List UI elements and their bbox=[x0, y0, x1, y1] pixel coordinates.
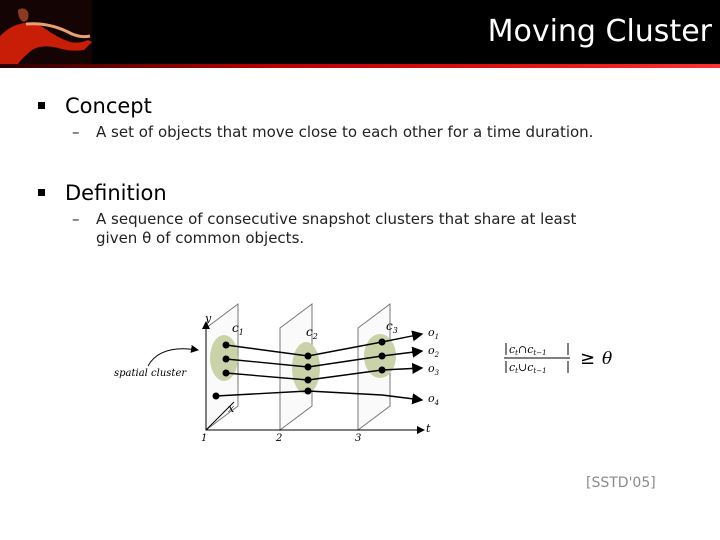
object-point bbox=[213, 393, 220, 400]
callout-arrow bbox=[148, 349, 198, 366]
concept-text: A set of objects that move close to each other for a time duration. bbox=[96, 123, 594, 141]
object-point bbox=[223, 356, 230, 363]
bullet-square-icon bbox=[38, 189, 45, 196]
definition-text-line1: A sequence of consecutive snapshot clusters that share at least bbox=[96, 210, 577, 228]
slide-header bbox=[0, 0, 720, 66]
definition-text-line2: given θ of common objects. bbox=[96, 229, 305, 247]
object-point bbox=[223, 370, 230, 377]
formula-numerator: ct∩ct−1 bbox=[509, 343, 547, 357]
snapshot-tick-1: 1 bbox=[201, 433, 208, 444]
object-label-2: $o_2$ bbox=[428, 344, 440, 359]
cluster-label-3: $c_3$ bbox=[386, 319, 398, 335]
dancer-photo bbox=[0, 0, 92, 64]
slide-title: Moving Cluster bbox=[487, 14, 712, 49]
dash-icon: – bbox=[72, 123, 80, 141]
bullet-concept-heading: Concept bbox=[65, 94, 152, 118]
object-point bbox=[223, 342, 230, 349]
cluster-label-2: $c_2$ bbox=[306, 325, 318, 341]
object-point bbox=[305, 364, 312, 371]
threshold-formula bbox=[500, 336, 620, 380]
x-axis-label: x bbox=[228, 402, 235, 415]
bullet-square-icon bbox=[38, 102, 45, 109]
snapshot-tick-3: 3 bbox=[355, 433, 362, 444]
object-label-4: $o_4$ bbox=[428, 392, 440, 407]
citation: [SSTD'05] bbox=[586, 475, 656, 491]
bullet-concept bbox=[38, 94, 152, 118]
trajectory-o4 bbox=[216, 391, 422, 400]
concept-subpoint bbox=[72, 123, 593, 142]
trajectory-o3 bbox=[226, 368, 422, 380]
moving-cluster-diagram bbox=[108, 296, 444, 448]
header-accent-line bbox=[0, 64, 720, 68]
object-point bbox=[379, 339, 386, 346]
object-label-1: $o_1$ bbox=[428, 326, 440, 341]
object-point bbox=[305, 388, 312, 395]
object-point bbox=[379, 353, 386, 360]
spatial-cluster-label: spatial cluster bbox=[114, 368, 187, 379]
formula-threshold: θ bbox=[602, 349, 613, 369]
cluster-label-1: $c_1$ bbox=[232, 321, 244, 337]
object-point bbox=[305, 353, 312, 360]
formula-denominator: ct∪ct−1 bbox=[509, 361, 547, 375]
definition-subpoint bbox=[72, 210, 576, 248]
y-axis-label: y bbox=[205, 312, 212, 325]
bullet-definition-heading: Definition bbox=[65, 181, 167, 205]
bullet-definition bbox=[38, 181, 167, 205]
snapshot-tick-2: 2 bbox=[276, 433, 283, 444]
object-point bbox=[305, 377, 312, 384]
dash-icon: – bbox=[72, 210, 80, 228]
formula-relation: ≥ bbox=[580, 348, 596, 369]
t-axis-label: t bbox=[426, 422, 431, 435]
object-label-3: $o_3$ bbox=[428, 362, 440, 377]
object-point bbox=[379, 367, 386, 374]
